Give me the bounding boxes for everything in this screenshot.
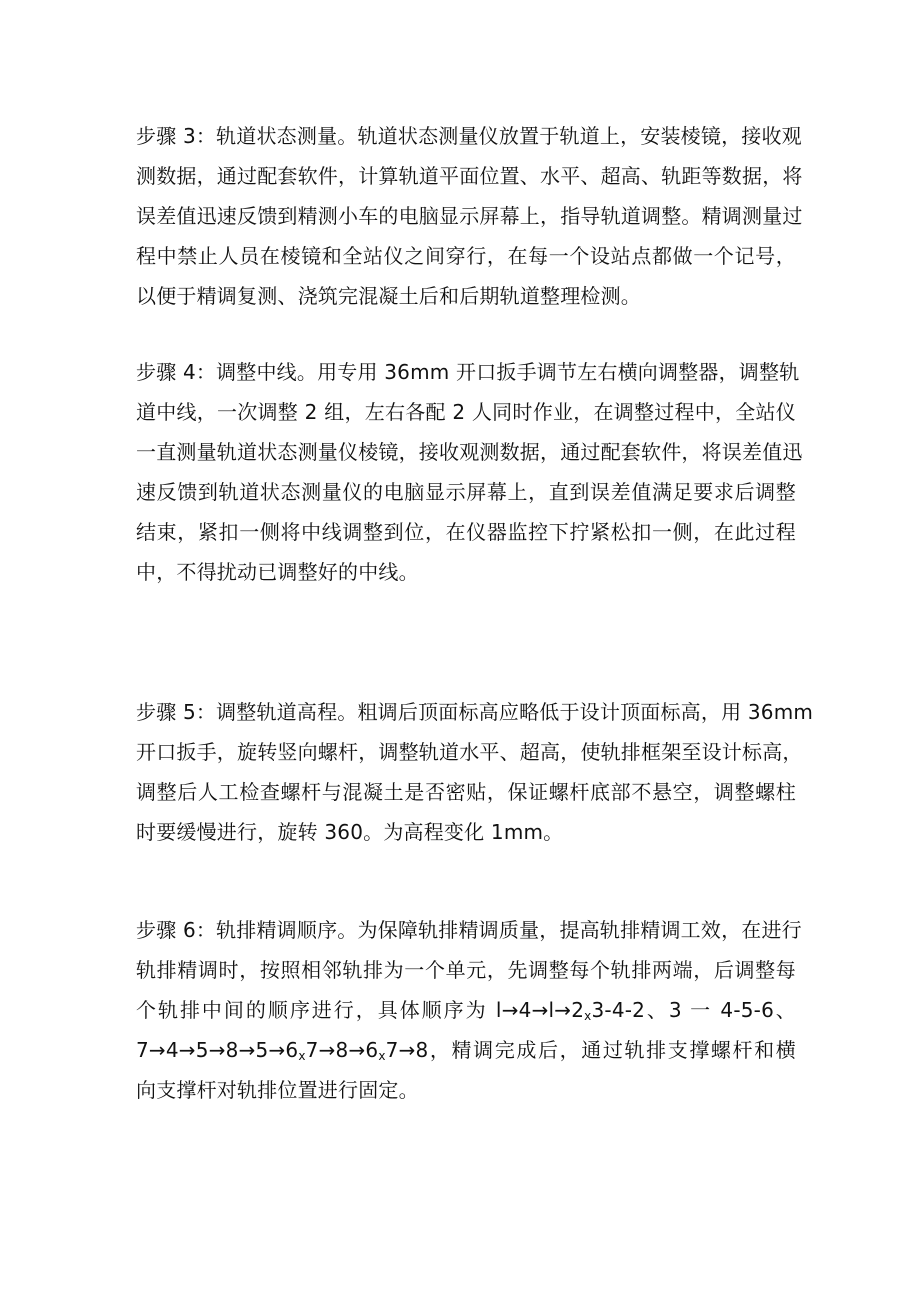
text-line: 误差值迅速反馈到精测小车的电脑显示屏幕上，指导轨道调整。精调测量过 [136, 204, 803, 228]
text-segment: 7→8，精调完成后，通过轨排支撑螺杆和横 [385, 1038, 796, 1062]
paragraph-step-4 [136, 352, 803, 592]
text-segment: 7→8→6 [305, 1038, 379, 1062]
text-line: 程中禁止人员在棱镜和全站仪之间穿行，在每一个设站点都做一个记号， [136, 244, 796, 268]
subscript-x: x [584, 1009, 592, 1023]
text-segment: 3-4-2、3 一 4-5-6、 [591, 998, 796, 1022]
text-line: 步骤 4：调整中线。用专用 36mm 开口扳手调节左右横向调整器，调整轨 [136, 360, 800, 384]
text-segment: 个轨排中间的顺序进行，具体顺序为 l→4→l→2 [136, 998, 585, 1022]
subscript-x: x [298, 1049, 306, 1063]
text-line: 轨排精调时，按照相邻轨排为一个单元，先调整每个轨排两端，后调整每 [136, 958, 796, 982]
text-line: 以便于精调复测、浇筑完混凝土后和后期轨道整理检测。 [136, 284, 641, 308]
paragraph-step-3 [136, 116, 803, 316]
text-line: 步骤 3：轨道状态测量。轨道状态测量仪放置于轨道上，安装棱镜，接收观 [136, 124, 802, 148]
subscript-x: x [378, 1049, 386, 1063]
text-line [136, 990, 796, 1030]
paragraph-step-5 [136, 692, 814, 852]
text-line: 调整后人工检查螺杆与混凝土是否密贴，保证螺杆底部不悬空，调整螺柱 [136, 780, 796, 804]
text-line: 测数据，通过配套软件，计算轨道平面位置、水平、超高、轨距等数据，将 [136, 164, 803, 188]
text-line [136, 1030, 796, 1070]
text-line: 一直测量轨道状态测量仪棱镜，接收观测数据，通过配套软件，将误差值迅 [136, 440, 803, 464]
text-line: 时要缓慢进行，旋转 360。为高程变化 1mm。 [136, 820, 564, 844]
text-line: 开口扳手，旋转竖向螺杆，调整轨道水平、超高，使轨排框架至设计标高， [136, 740, 803, 764]
text-line: 中，不得扰动已调整好的中线。 [136, 560, 419, 584]
text-line: 向支撑杆对轨排位置进行固定。 [136, 1078, 419, 1102]
text-line: 步骤 6：轨排精调顺序。为保障轨排精调质量，提高轨排精调工效，在进行 [136, 918, 802, 942]
text-line: 速反馈到轨道状态测量仪的电脑显示屏幕上，直到误差值满足要求后调整 [136, 480, 796, 504]
paragraph-step-6 [136, 910, 802, 1110]
text-line: 结束，紧扣一侧将中线调整到位，在仪器监控下拧紧松扣一侧，在此过程 [136, 520, 796, 544]
text-line: 步骤 5：调整轨道高程。粗调后顶面标高应略低于设计顶面标高，用 36mm [136, 700, 814, 724]
text-line: 道中线，一次调整 2 组，左右各配 2 人同时作业，在调整过程中，全站仪 [136, 400, 796, 424]
text-segment: 7→4→5→8→5→6 [136, 1038, 299, 1062]
